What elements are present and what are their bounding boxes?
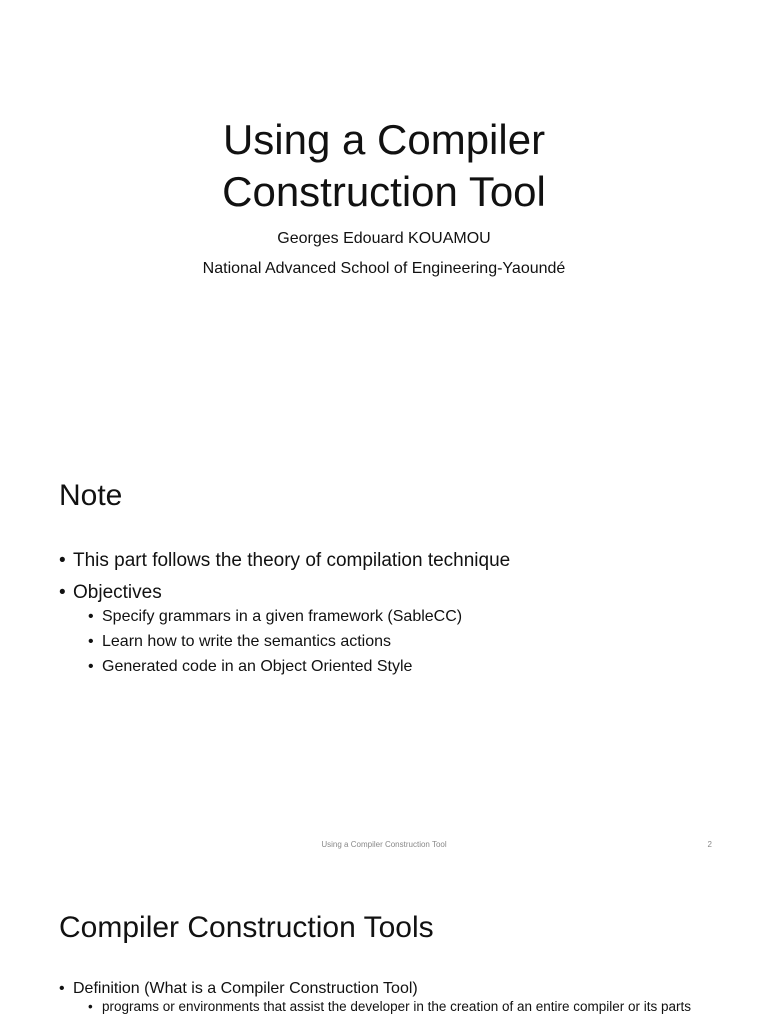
title-line-1: Using a Compiler — [222, 116, 546, 163]
slide-footer: Using a Compiler Construction Tool — [321, 840, 447, 849]
page-number: 2 — [707, 840, 712, 849]
institution-name: National Advanced School of Engineering-Yaoundé — [202, 260, 566, 277]
bullet-item: • Objectives — [59, 581, 510, 605]
title-slide — [0, 0, 768, 430]
sub-bullet-item: • Specify grammars in a given framework (SableCC) — [88, 607, 510, 627]
title-line-2: Construction Tool — [222, 168, 546, 215]
bullet-list — [59, 979, 699, 1014]
bullet-list — [59, 549, 510, 682]
bullet-item: • This part follows the theory of compilation technique — [59, 549, 510, 573]
tools-slide — [0, 860, 768, 1024]
sub-bullet-item: • Generated code in an Object Oriented Style — [88, 657, 510, 677]
bullet-item: • Definition (What is a Compiler Construction Tool) — [59, 979, 699, 999]
slide-heading: Note — [59, 479, 123, 512]
presentation-title — [0, 114, 768, 218]
note-slide — [0, 430, 768, 860]
author-name: Georges Edouard KOUAMOU — [277, 230, 491, 247]
sub-bullet-item: • Learn how to write the semantics actions — [88, 632, 510, 652]
slide-heading: Compiler Construction Tools — [59, 911, 434, 944]
sub-bullet-item: • programs or environments that assist the developer in the creation of an entire compiler or its parts — [88, 999, 699, 1014]
